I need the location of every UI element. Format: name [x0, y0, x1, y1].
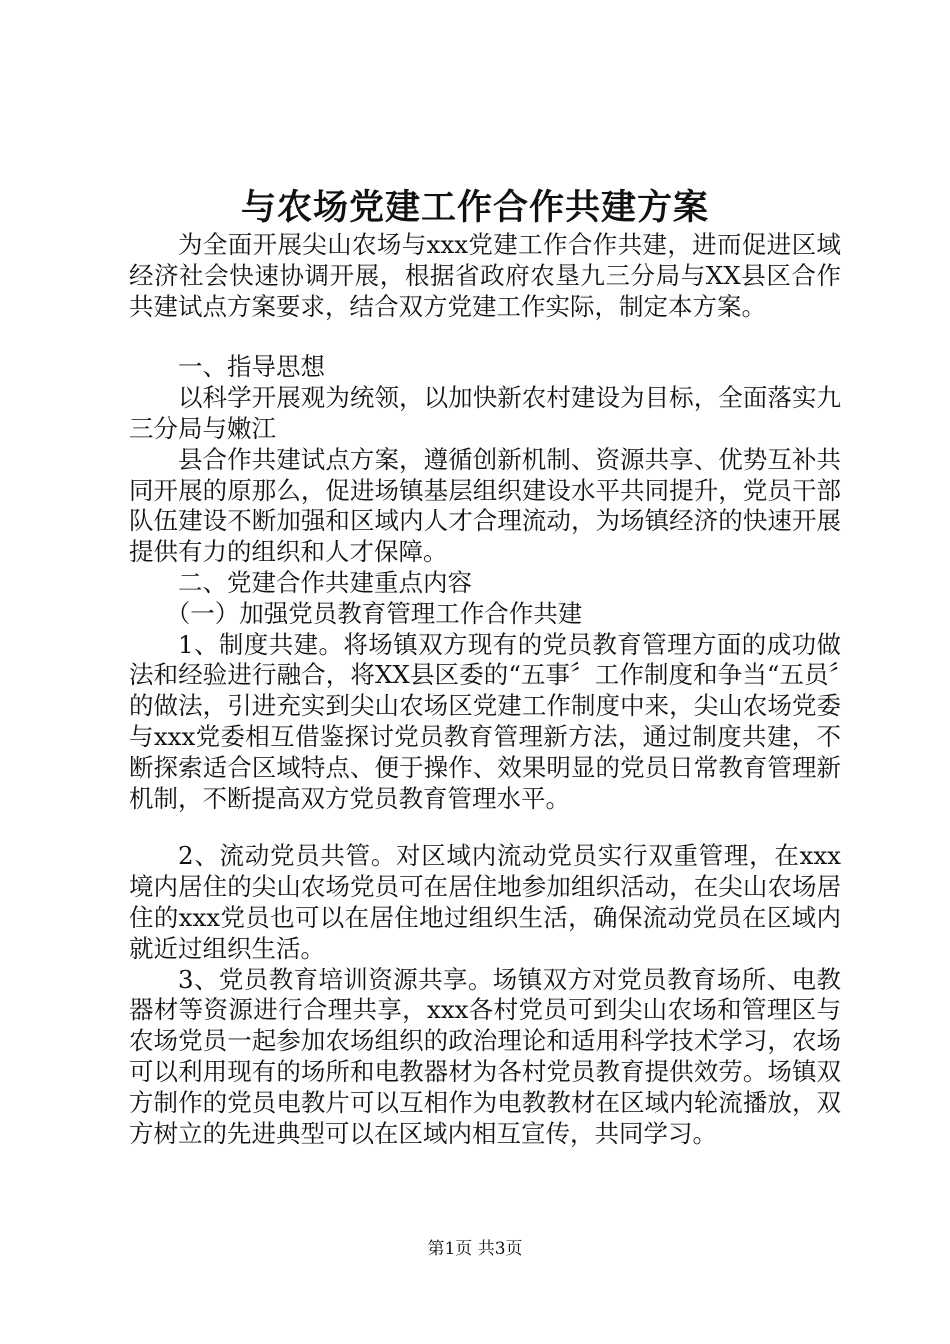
intro-paragraph: 为全面开展尖山农场与xxx党建工作合作共建，进而促进区域经济社会快速协调开展，根据省政府农垦九三分局与XX县区合作共建试点方案要求，结合双方党建工作实际，制定本方案。 — [129, 230, 841, 321]
spacer — [129, 814, 841, 841]
section-heading-key-content: 二、党建合作共建重点内容 — [178, 567, 472, 597]
spacer — [129, 322, 841, 352]
document-body — [129, 230, 841, 1149]
guiding-thought-paragraph-2: 县合作共建试点方案，遵循创新机制、资源共享、优势互补共同开展的原那么，促进场镇基层组织建设水平共同提升，党员干部队伍建设不断加强和区域内人才合理流动，为场镇经济的快速开展提供有力的组织和人才保障。 — [129, 444, 841, 567]
page-footer: 第1页 共3页 — [427, 1239, 523, 1259]
item-paragraph-resource-sharing: 3、党员教育培训资源共享。场镇双方对党员教育场所、电教器材等资源进行合理共享，xxx各村党员可到尖山农场和管理区与农场党员一起参加农场组织的政治理论和适用科学技术学习，农场可以利用现有的场所和电教器材为各村党员教育提供效劳。场镇双方制作的党员电教片可以互相作为电教教材在区域内轮流播放，双方树立的先进典型可以在区域内相互宣传，共同学习。 — [129, 964, 841, 1148]
document-title: 与农场党建工作合作共建方案 — [240, 187, 709, 228]
section-heading-guiding-thought: 一、指导思想 — [178, 352, 325, 382]
item-paragraph-mobile-members: 2、流动党员共管。对区域内流动党员实行双重管理，在xxx境内居住的尖山农场党员可在居住地参加组织活动，在尖山农场居住的xxx党员也可以在居住地过组织生活，确保流动党员在区域内就近过组织生活。 — [129, 841, 841, 963]
guiding-thought-paragraph-1: 以科学开展观为统领，以加快新农村建设为目标，全面落实九三分局与嫩江 — [129, 383, 841, 443]
item-paragraph-system-building: 1、制度共建。将场镇双方现有的党员教育管理方面的成功做法和经验进行融合，将XX县区委的“五事〞工作制度和争当“五员〞的做法，引进充实到尖山农场区党建工作制度中来，尖山农场党委与xxx党委相互借鉴探讨党员教育管理新方法，通过制度共建，不断探索适合区域特点、便于操作、效果明显的党员日常教育管理新机制，不断提高双方党员教育管理水平。 — [129, 629, 841, 813]
subsection-heading-education: （一）加强党员教育管理工作合作共建 — [165, 598, 583, 628]
